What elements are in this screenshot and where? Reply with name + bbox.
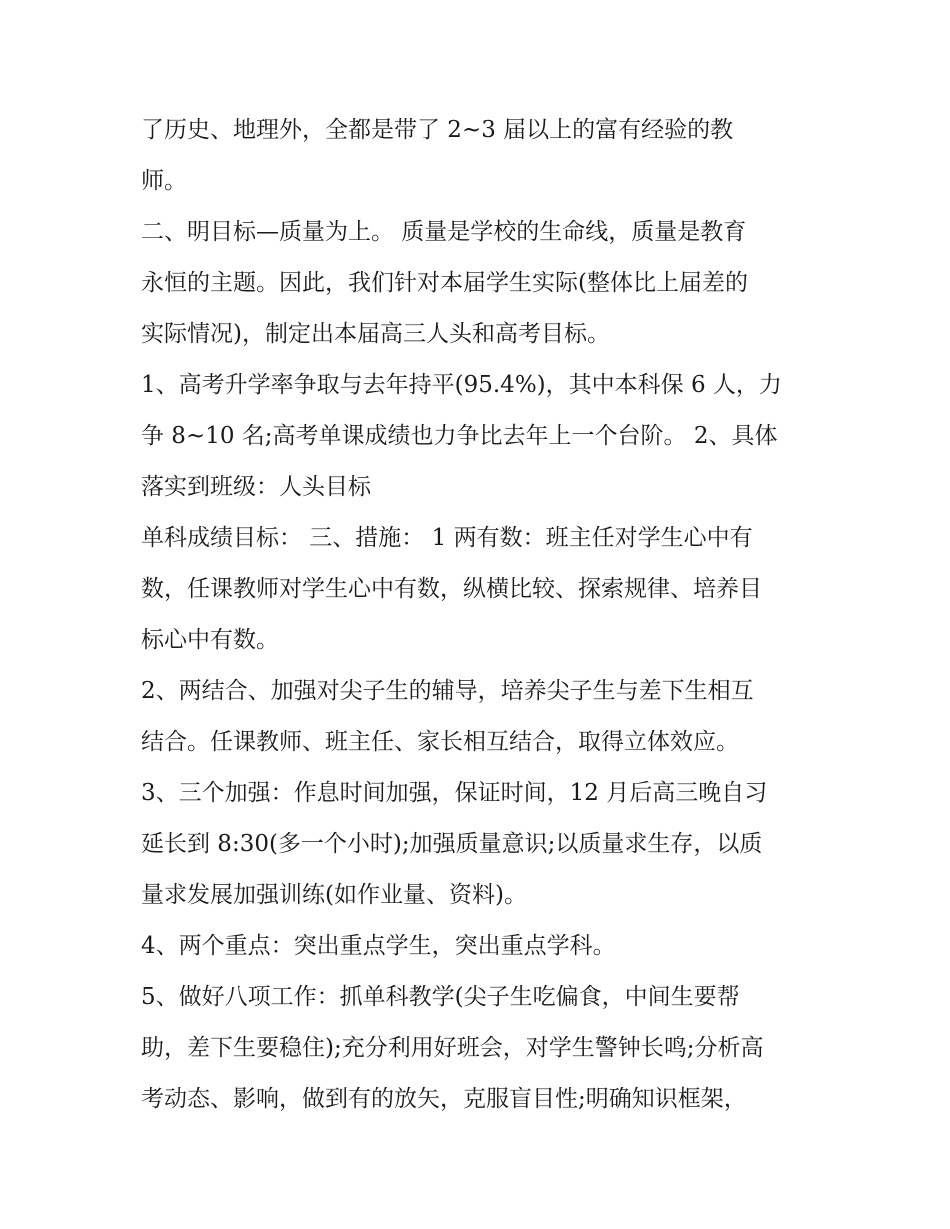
text-line: 了历史、地理外，全都是带了 2~3 届以上的富有经验的教 — [141, 117, 734, 143]
text-line: 考动态、影响，做到有的放矢，克服盲目性;明确知识框架， — [141, 1086, 747, 1112]
text-line: 结合。任课教师、班主任、家长相互结合，取得立体效应。 — [141, 729, 739, 755]
document-body — [141, 105, 821, 1125]
text-line: 数，任课教师对学生心中有数，纵横比较、探索规律、培养目 — [141, 576, 762, 602]
text-line: 标心中有数。 — [141, 627, 279, 653]
text-line: 3、三个加强：作息时间加强，保证时间，12 月后高三晚自习 — [141, 780, 768, 806]
text-line: 助，差下生要稳住);充分利用好班会，对学生警钟长鸣;分析高 — [141, 1035, 764, 1061]
text-line: 永恒的主题。因此，我们针对本届学生实际(整体比上届差的 — [141, 270, 748, 296]
text-line: 师。 — [141, 168, 187, 194]
text-line: 延长到 8:30(多一个小时);加强质量意识;以质量求生存，以质 — [141, 831, 763, 857]
text-line: 落实到班级：人头目标 — [141, 474, 371, 500]
text-line: 量求发展加强训练(如作业量、资料)。 — [141, 882, 527, 908]
text-line: 5、做好八项工作：抓单科教学(尖子生吃偏食，中间生要帮 — [141, 984, 740, 1010]
text-line: 实际情况)，制定出本届高三人头和高考目标。 — [141, 321, 610, 347]
text-line: 2、两结合、加强对尖子生的辅导，培养尖子生与差下生相互 — [141, 678, 754, 704]
text-line: 争 8~10 名;高考单课成绩也力争比去年上一个台阶。 2、具体 — [141, 423, 778, 449]
text-line: 二、明目标—质量为上。 质量是学校的生命线，质量是教育 — [141, 219, 747, 245]
text-line: 单科成绩目标： 三、措施： 1 两有数：班主任对学生心中有 — [141, 525, 753, 551]
text-line: 1、高考升学率争取与去年持平(95.4%)，其中本科保 6 人，力 — [141, 372, 782, 398]
text-line: 4、两个重点：突出重点学生，突出重点学科。 — [141, 933, 616, 959]
